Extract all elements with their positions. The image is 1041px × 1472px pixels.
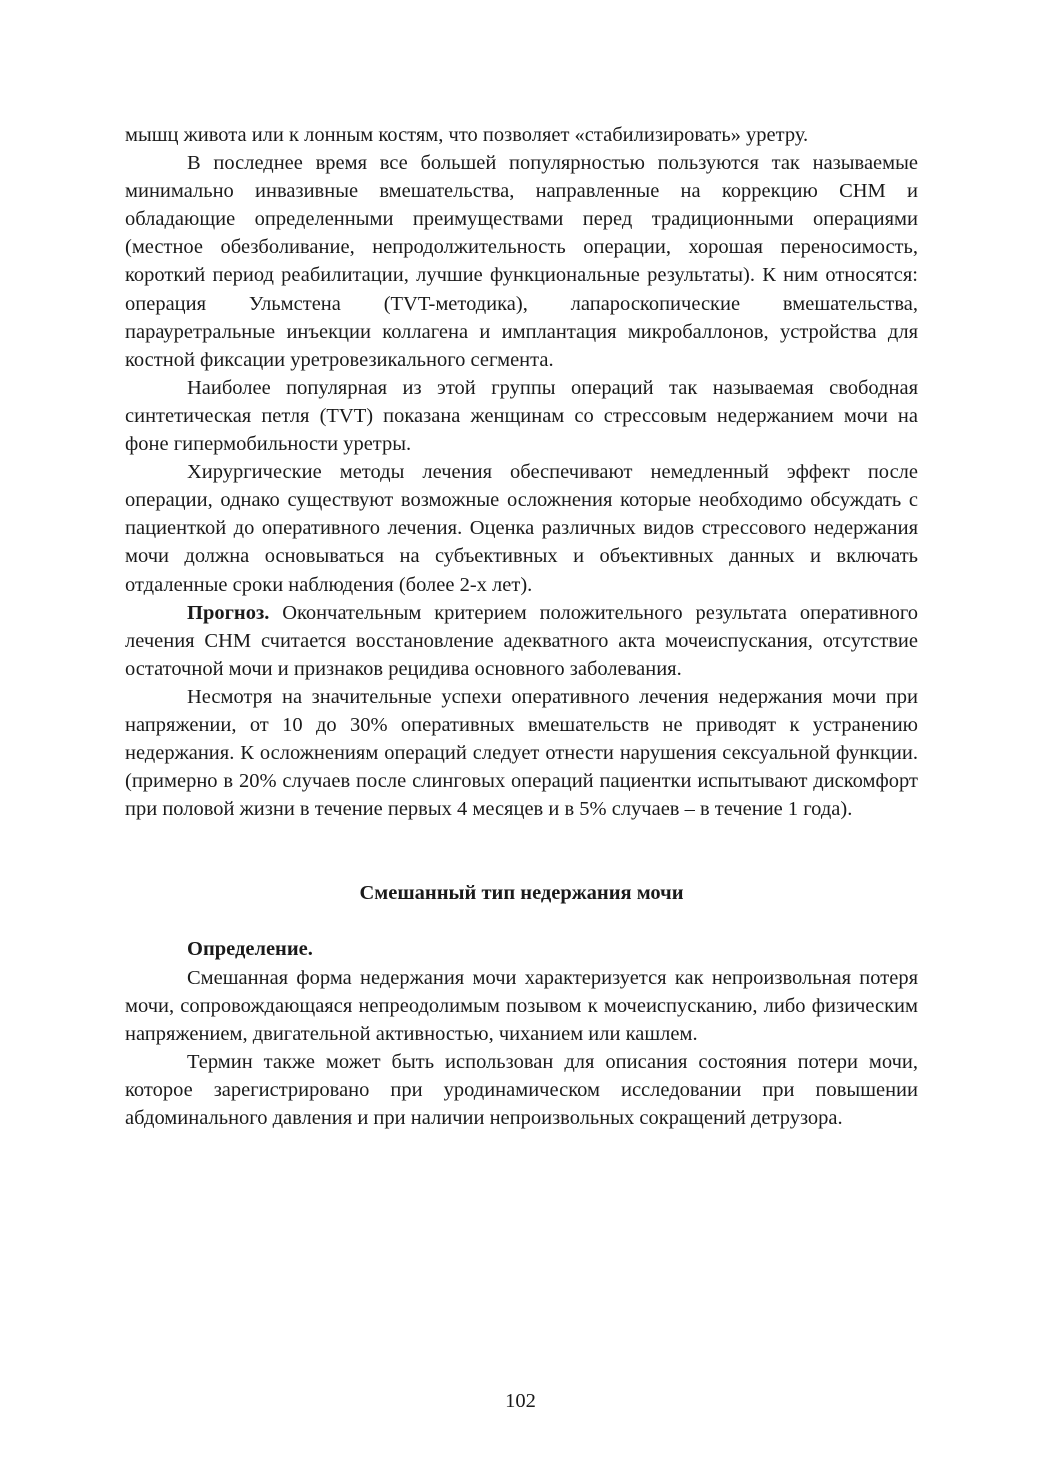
paragraph-complications: Несмотря на значительные успехи оперативного лечения недержания мочи при напряжении, от 10 до 30% оперативных вмешательств не приводят к устранению недержания. К осложнениям операций следует отнести нарушения сексуальной функции. (примерно в 20% случаев после слинговых операций пациентки испытывают дискомфорт при половой жизни в течение первых 4 месяцев и в 5% случаев – в течение 1 года). — [125, 685, 918, 821]
paragraph-term: Термин также может быть использован для описания состояния потери мочи, которое зарегистрировано при уродинамическом исследовании при повышении абдоминального давления и при наличии непроизвольных сокращений детрузора. — [125, 1050, 918, 1129]
paragraph-tvt: Наиболее популярная из этой группы операций так называемая свободная синтетическая петля (TVT) показана женщинам со стрессовым недержанием мочи на фоне гипермобильности уретры. — [125, 376, 918, 456]
prognosis-label: Прогноз. — [187, 601, 270, 624]
paragraph-surgical-methods: Хирургические методы лечения обеспечивают немедленный эффект после операции, однако существуют возможные осложнения которые необходимо обсуждать с пациенткой до оперативного лечения. Оценка различных видов стрессового недержания мочи должна основываться на субъективных и объективных данных и включать отдаленные сроки наблюдения (более 2-х лет). — [125, 461, 918, 596]
paragraph-prognosis: Прогноз. Окончательным критерием положительного результата оперативного лечения СНМ считается восстановление адекватного акта мочеиспускания, отсутствие остаточной мочи и признаков рецидива основного заболевания. — [125, 601, 918, 680]
page-number: 102 — [505, 1390, 536, 1412]
heading-gap — [125, 907, 918, 935]
definition-subheading: Определение. — [187, 938, 313, 961]
paragraph-definition: Смешанная форма недержания мочи характеризуется как непроизвольная потеря мочи, сопровождающаяся непреодолимым позывом к мочеиспусканию, либо физическим напряжением, двигательной активностью, чиханием или кашлем. — [125, 966, 918, 1045]
page-body — [125, 121, 918, 1132]
section-gap — [125, 823, 918, 879]
section-heading: Смешанный тип недержания мочи — [359, 882, 684, 905]
paragraph-continuation: мышц живота или к лонным костям, что позволяет «стабилизировать» уретру. — [125, 124, 809, 146]
paragraph-minimally-invasive: В последнее время все большей популярностью пользуются так называемые минимально инвазивные вмешательства, направленные на коррекцию СНМ и обладающие определенными преимуществами перед традиционными операциями (местное обезболивание, непродолжительность операции, хорошая переносимость, короткий период реабилитации, лучшие функциональные результаты). К ним относятся: операция Ульмстена (TVT-методика), лапароскопические вмешательства, парауретральные инъекции коллагена и имплантация микробаллонов, устройства для костной фиксации уретровезикального сегмента. — [125, 152, 918, 371]
